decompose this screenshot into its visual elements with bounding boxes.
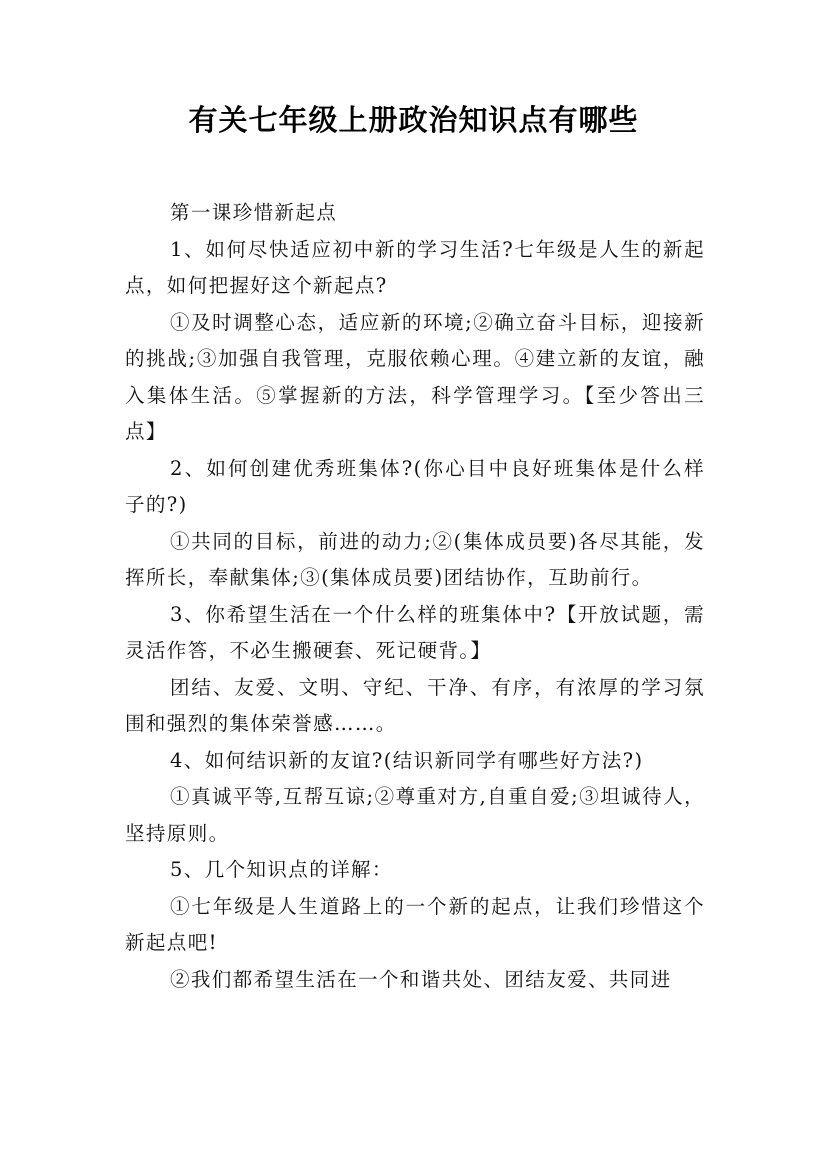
document-title: 有关七年级上册政治知识点有哪些 — [188, 103, 639, 137]
document-body — [125, 195, 705, 998]
paragraph: ①真诚平等,互帮互谅;②尊重对方,自重自爱;③坦诚待人，坚持原则。 — [125, 785, 705, 845]
paragraph: 团结、友爱、文明、守纪、干净、有序，有浓厚的学习氛围和强烈的集体荣誉感……。 — [125, 675, 705, 735]
paragraph: 3、你希望生活在一个什么样的班集体中?【开放试题，需灵活作答，不必生搬硬套、死记硬背。】 — [125, 602, 705, 662]
paragraph: ②我们都希望生活在一个和谐共处、团结友爱、共同进 — [170, 967, 672, 991]
paragraph: 2、如何创建优秀班集体?(你心目中良好班集体是什么样子的?) — [125, 456, 705, 516]
paragraph: ①七年级是人生道路上的一个新的起点，让我们珍惜这个新起点吧! — [125, 894, 705, 954]
paragraph: 5、几个知识点的详解： — [170, 858, 393, 881]
paragraph: 4、如何结识新的友谊?(结识新同学有哪些好方法?) — [170, 748, 644, 772]
paragraph: ①及时调整心态，适应新的环境;②确立奋斗目标，迎接新的挑战;③加强自我管理，克服依赖心理。④建立新的友谊，融入集体生活。⑤掌握新的方法，科学管理学习。【至少答出三点】 — [125, 310, 705, 443]
paragraph: 1、如何尽快适应初中新的学习生活?七年级是人生的新起点，如何把握好这个新起点? — [125, 237, 705, 297]
paragraph: ①共同的目标，前进的动力;②(集体成员要)各尽其能，发挥所长，奉献集体;③(集体成员要)团结协作，互助前行。 — [125, 529, 705, 589]
paragraph: 第一课珍惜新起点 — [170, 201, 338, 224]
